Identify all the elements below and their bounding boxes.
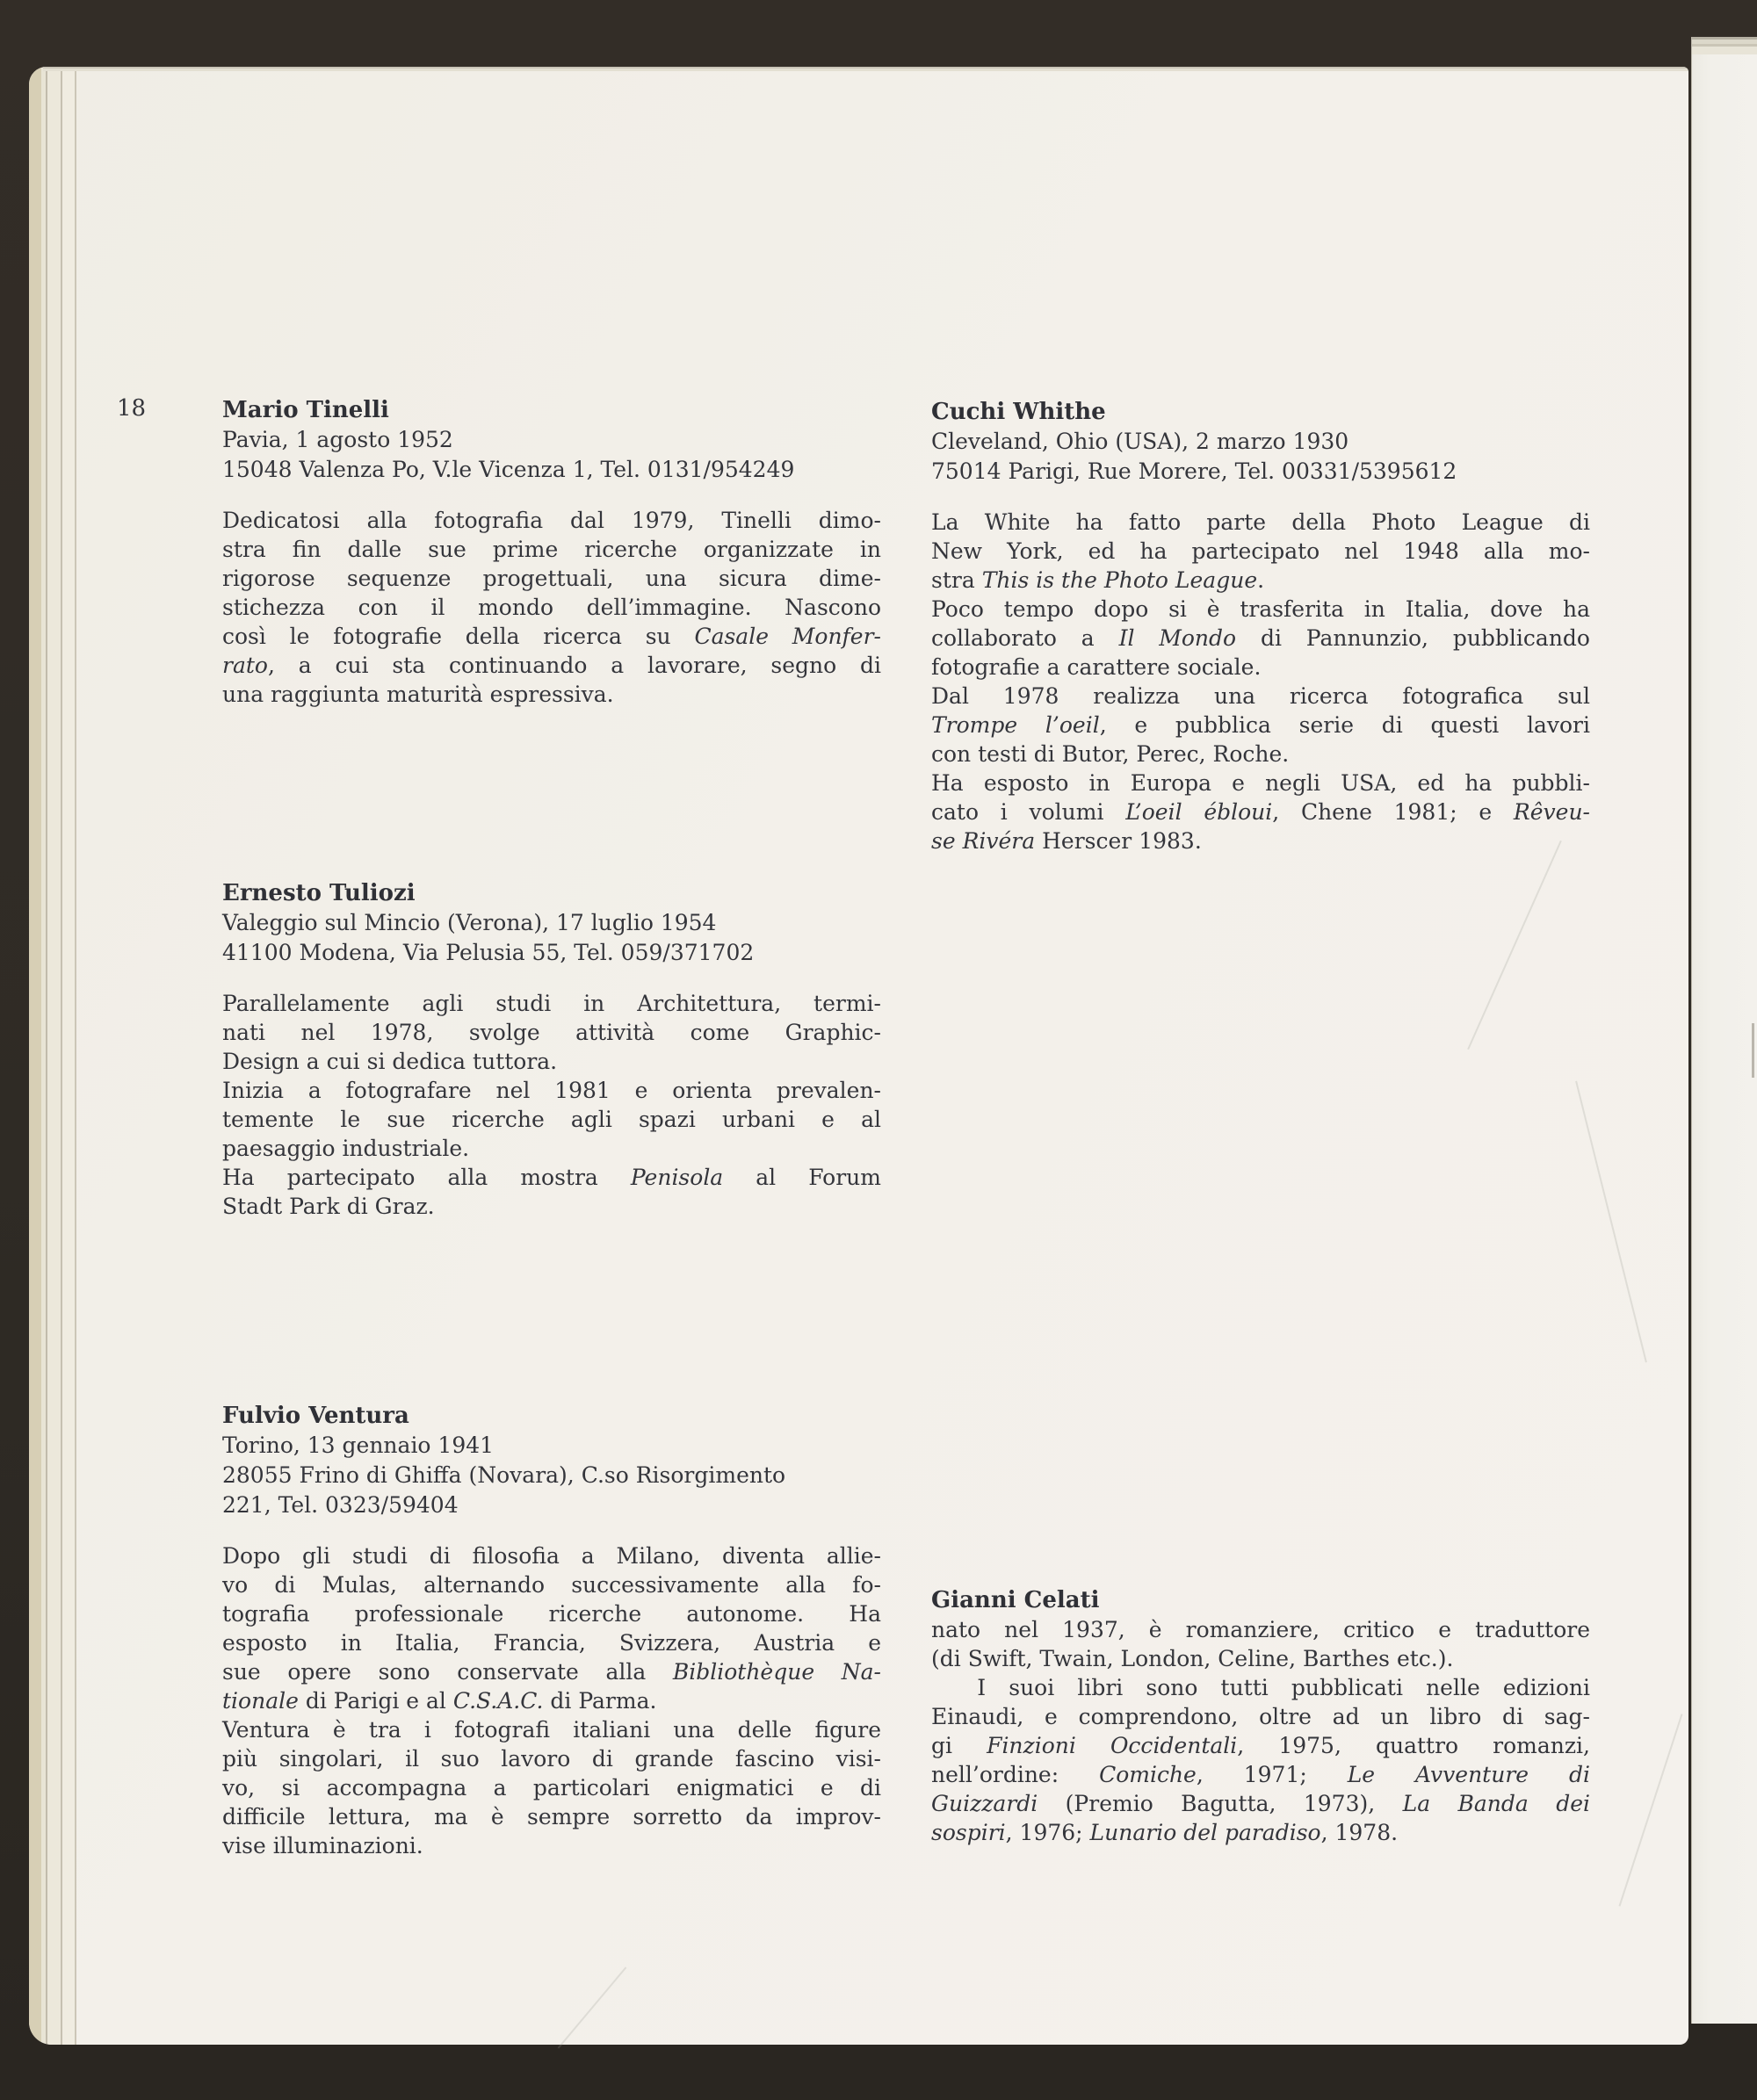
text-line: Guizzardi (Premio Bagutta, 1973), La Banda dei — [931, 1791, 1591, 1816]
entry-details — [222, 1431, 881, 1520]
text-line: cato i volumi L’oeil ébloui, Chene 1981; e Rêveu- — [931, 799, 1591, 825]
text-line: Dal 1978 realizza una ricerca fotografica sul — [931, 683, 1590, 709]
text-line: con testi di Butor, Perec, Roche. — [931, 741, 1290, 767]
text-line: rato, a cui sta continuando a lavorare, segno di — [222, 653, 881, 678]
entry-gianni-celati — [931, 1585, 1590, 1847]
text-line: fotografie a carattere sociale. — [931, 654, 1262, 680]
book-page — [29, 67, 1688, 2045]
text-line: paesaggio industriale. — [222, 1136, 470, 1161]
text-line: vise illuminazioni. — [222, 1833, 423, 1858]
entry-bio — [931, 508, 1590, 855]
text-line: difficile lettura, ma è sempre sorretto da improv- — [222, 1804, 881, 1829]
text-line: Parallelamente agli studi in Architettura, termi- — [222, 991, 881, 1016]
text-line: Trompe l’oeil, e pubblica serie di questi lavori — [931, 712, 1590, 738]
text-line: nati nel 1978, svolge attività come Graphic- — [222, 1020, 881, 1045]
text-line: Pavia, 1 agosto 1952 — [222, 427, 453, 452]
text-line: Ha esposto in Europa e negli USA, ed ha pubbli- — [931, 770, 1590, 796]
entry-name: Fulvio Ventura — [222, 1403, 409, 1429]
scratch-mark — [1575, 1081, 1647, 1363]
entry-name: Mario Tinelli — [222, 397, 389, 423]
text-line: vo, si accompagna a particolari enigmatici e di — [222, 1775, 881, 1801]
text-line: Torino, 13 gennaio 1941 — [222, 1432, 495, 1458]
text-line: nato nel 1937, è romanziere, critico e traduttore — [931, 1617, 1590, 1642]
entry-bio — [222, 1541, 881, 1860]
text-line: tografia professionale ricerche autonome. Ha — [222, 1601, 881, 1627]
text-line: sospiri, 1976; Lunario del paradiso, 1978. — [931, 1820, 1399, 1845]
entry-name: Ernesto Tuliozi — [222, 880, 416, 906]
text-line: collaborato a Il Mondo di Pannunzio, pubblicando — [931, 625, 1590, 651]
text-line: gi Finzioni Occidentali, 1975, quattro romanzi, — [931, 1733, 1590, 1758]
text-line: esposto in Italia, Francia, Svizzera, Austria e — [222, 1630, 881, 1656]
text-line: Stadt Park di Graz. — [222, 1194, 435, 1219]
text-line: stra This is the Photo League. — [931, 567, 1265, 593]
text-line: stichezza con il mondo dell’immagine. Nascono — [222, 595, 881, 620]
text-line: se Rivéra Herscer 1983. — [931, 828, 1202, 854]
entry-mario-tinelli — [222, 395, 881, 709]
text-line: Dedicatosi alla fotografia dal 1979, Tinelli dimo- — [222, 508, 881, 533]
entry-details — [222, 425, 881, 485]
text-line: sue opere sono conservate alla Bibliothèque Na- — [222, 1659, 881, 1685]
text-line: così le fotografie della ricerca su Casale Monfer- — [222, 624, 881, 649]
text-line: New York, ed ha partecipato nel 1948 alla mo- — [931, 538, 1590, 564]
entry-name: Gianni Celati — [931, 1587, 1100, 1613]
text-line: più singolari, il suo lavoro di grande fascino visi- — [222, 1746, 881, 1772]
entry-fulvio-ventura — [222, 1401, 881, 1860]
entry-bio — [222, 506, 881, 709]
text-line: I suoi libri sono tutti pubblicati nelle edizioni — [931, 1675, 1590, 1700]
text-line: nell’ordine: Comiche, 1971; Le Avventure di — [931, 1762, 1590, 1787]
entry-cuchi-whithe — [931, 397, 1590, 855]
text-line: 221, Tel. 0323/59404 — [222, 1492, 459, 1518]
text-line: vo di Mulas, alternando successivamente alla fo- — [222, 1572, 881, 1598]
text-line: 15048 Valenza Po, V.le Vicenza 1, Tel. 0131/954249 — [222, 457, 795, 482]
entry-ernesto-tuliozi — [222, 878, 881, 1221]
entry-name: Cuchi Whithe — [931, 399, 1106, 425]
next-page-edge — [1691, 37, 1757, 2024]
scan-blemish — [1752, 1023, 1754, 1078]
text-line: La White ha fatto parte della Photo League di — [931, 509, 1590, 535]
scratch-mark — [1467, 841, 1562, 1050]
text-line: temente le sue ricerche agli spazi urbani e al — [222, 1107, 881, 1132]
text-line: una raggiunta maturità espressiva. — [222, 682, 614, 707]
text-line: (di Swift, Twain, London, Celine, Barthes etc.). — [931, 1646, 1454, 1671]
text-line: 41100 Modena, Via Pelusia 55, Tel. 059/371702 — [222, 940, 755, 965]
text-line: Valeggio sul Mincio (Verona), 17 luglio 1954 — [222, 910, 717, 935]
text-line: Inizia a fotografare nel 1981 e orienta prevalen- — [222, 1078, 881, 1103]
text-line: stra fin dalle sue prime ricerche organizzate in — [222, 537, 881, 562]
text-line: Einaudi, e comprendono, oltre ad un libro di sag- — [931, 1704, 1590, 1729]
text-line: Ha partecipato alla mostra Penisola al Forum — [222, 1165, 881, 1190]
entry-bio — [931, 1615, 1590, 1847]
text-line: Ventura è tra i fotografi italiani una delle figure — [222, 1717, 881, 1743]
text-line: Cleveland, Ohio (USA), 2 marzo 1930 — [931, 429, 1349, 454]
scratch-mark — [1619, 1714, 1683, 1906]
entry-bio — [222, 989, 881, 1221]
text-line: tionale di Parigi e al C.S.A.C. di Parma. — [222, 1688, 657, 1714]
text-line: 28055 Frino di Ghiffa (Novara), C.so Risorgimento — [222, 1462, 786, 1488]
text-line: Dopo gli studi di filosofia a Milano, diventa allie- — [222, 1543, 881, 1569]
page-number: 18 — [117, 395, 147, 422]
entry-details — [222, 908, 881, 968]
text-line: 75014 Parigi, Rue Morere, Tel. 00331/5395612 — [931, 458, 1457, 484]
text-line: rigorose sequenze progettuali, una sicura dime- — [222, 566, 881, 591]
scratch-mark — [558, 1966, 627, 2048]
text-line: Poco tempo dopo si è trasferita in Italia, dove ha — [931, 596, 1590, 622]
text-line: Design a cui si dedica tuttora. — [222, 1049, 558, 1074]
entry-details — [931, 427, 1590, 487]
